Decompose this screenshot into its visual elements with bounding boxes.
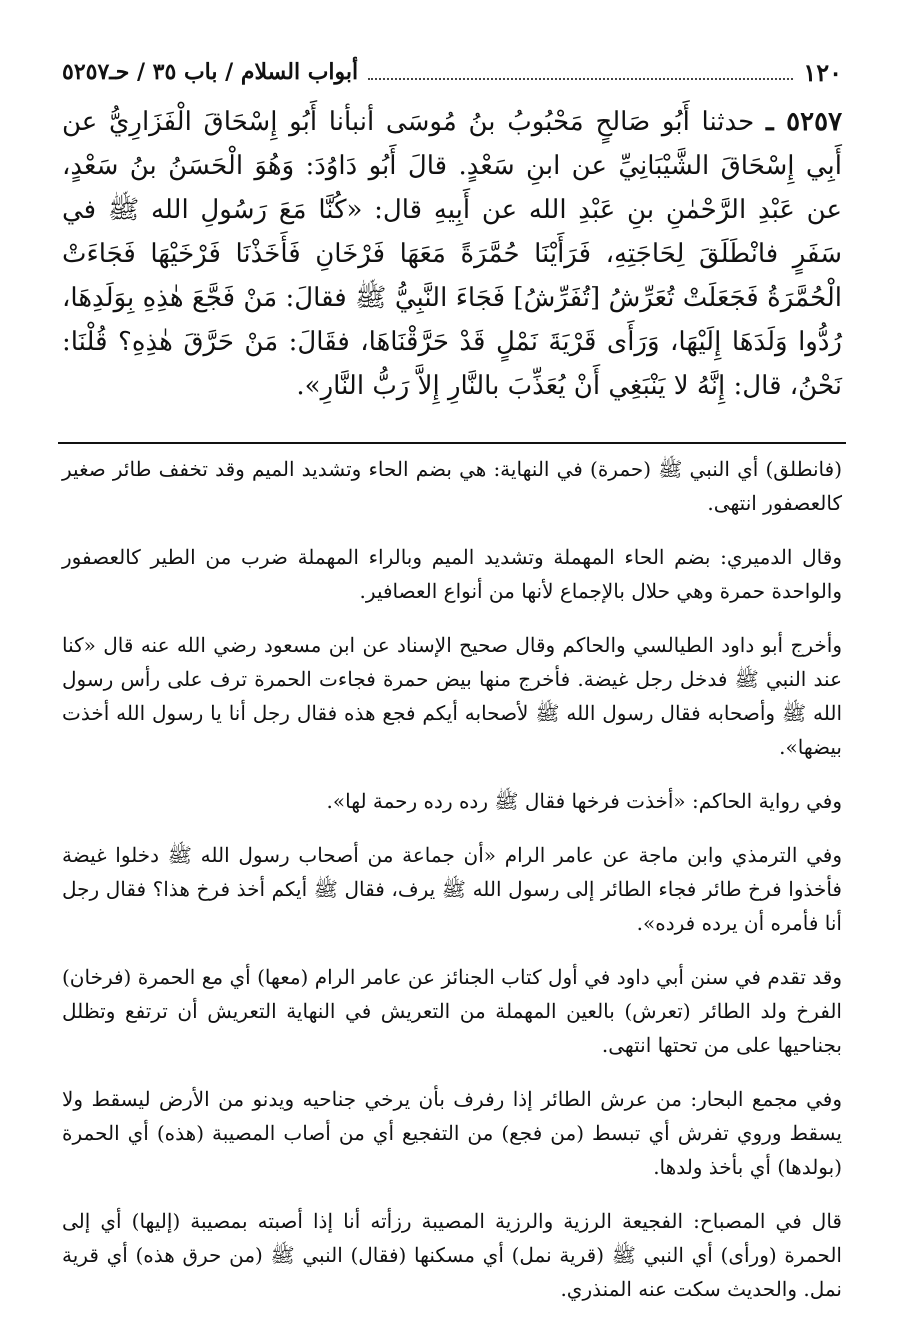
hadith-number: ٥٢٥٧ ـ <box>766 107 843 137</box>
commentary-paragraph: وأخرج أبو داود الطيالسي والحاكم وقال صحيح الإسناد عن ابن مسعود رضي الله عنه قال «كنا عند النبي ﷺ فدخل رجل غيضة. فأخرج منها بيض حمرة فجاءت الحمرة ترف على رأس رسول الله ﷺ وأصحابه فقال رسول الله ﷺ لأصحابه أيكم فجع هذه فقال رجل أنا يا رسول الله أخذت بيضها». <box>62 633 842 759</box>
commentary-paragraph: قال في المصباح: الفجيعة الرزية والرزية المصيبة رزأته أنا إذا أصبته بمصيبة (إليها) أي إلى الحمرة (ورأى) أي النبي ﷺ (قرية نمل) أي مسكنها (فقال) النبي ﷺ (من حرق هذه) أي قرية نمل. والحديث سكت عنه المنذري. <box>62 1209 842 1301</box>
header-dot-leader <box>368 64 793 80</box>
commentary-paragraph: وفي رواية الحاكم: «أخذت فرخها فقال ﷺ رده رده رحمة لها». <box>326 789 842 813</box>
page-number: ١٢٠ <box>803 57 842 87</box>
commentary-paragraph: وقال الدميري: بضم الحاء المهملة وتشديد الميم وبالراء المهملة ضرب من الطير كالعصفور والواحدة حمرة وهي حلال بالإجماع لأنها من أنواع العصافير. <box>62 545 842 603</box>
hadith-text <box>62 100 842 408</box>
commentary-paragraph: وفي الترمذي وابن ماجة عن عامر الرام «أن جماعة من أصحاب رسول الله ﷺ دخلوا غيضة فأخذوا فرخ طائر فجاء الطائر إلى رسول الله ﷺ يرف، فقال ﷺ أيكم أخذ فرخ هذا؟ فقال رجل أنا فأمره أن يرده فرده». <box>62 843 842 935</box>
commentary-paragraph: (فانطلق) أي النبي ﷺ (حمرة) في النهاية: هي بضم الحاء وتشديد الميم وقد تخفف طائر صغير كالعصفور انتهى. <box>62 457 842 515</box>
header-title: أبواب السلام / باب ٣٥ / حـ٥٢٥٧ <box>62 59 359 85</box>
running-header <box>62 52 842 92</box>
commentary <box>62 452 842 1326</box>
commentary-paragraph: وفي مجمع البحار: من عرش الطائر إذا رفرف بأن يرخي جناحيه ويدنو من الأرض ليسقط ولا يسقط وروي تفرش أي تبسط (من فجع) من التفجيع أي من أصاب المصيبة (هذه) أي الحمرة (بولدها) أي بأخذ ولدها. <box>62 1087 842 1179</box>
footnote-divider <box>58 442 846 444</box>
hadith-body: حدثنا أَبُو صَالحٍ مَحْبُوبُ بنُ مُوسَى أنبأنا أَبُو إِسْحَاقَ الْفَزَارِيُّ عن أَبِي إِسْحَاقَ الشَّيْبَانِيِّ عن ابنِ سَعْدٍ. قالَ أَبُو دَاوُدَ: وَهُوَ الْحَسَنُ بنُ سَعْدٍ، عن عَبْدِ الرَّحْمٰنِ بنِ عَبْدِ الله عن أَبِيهِ قال: «كُنَّا مَعَ رَسُولِ الله ﷺ في سَفَرٍ فانْطَلَقَ لِحَاجَتِهِ، فَرَأَيْنَا حُمَّرَةً مَعَهَا فَرْخَانِ فَأَخَذْنَا فَرْخَيْهَا فَجَاءَتْ الْحُمَّرَةُ فَجَعَلَتْ تُعَرِّشُ [تُفَرِّشُ] فَجَاءَ النَّبِيُّ ﷺ فقالَ: مَنْ فَجَّعَ هٰذِهِ بِوَلَدِهَا، رُدُّوا وَلَدَهَا إِلَيْهَا، وَرَأَى قَرْيَةَ نَمْلٍ قَدْ حَرَّقْنَاهَا، فقَالَ: مَنْ حَرَّقَ هٰذِهِ؟ قُلْنَا: نَحْنُ، قال: إِنَّهُ لا يَنْبَغِي أَنْ يُعَذِّبَ بالنَّارِ إِلاَّ رَبُّ النَّارِ». <box>62 107 842 401</box>
commentary-paragraph: وقد تقدم في سنن أبي داود في أول كتاب الجنائز عن عامر الرام (معها) أي مع الحمرة (فرخان) الفرخ ولد الطائر (تعرش) بالعين المهملة من التعريش في النهاية التعريش أن ترتفع وتظلل بجناحيها على من تحتها انتهى. <box>62 965 842 1057</box>
